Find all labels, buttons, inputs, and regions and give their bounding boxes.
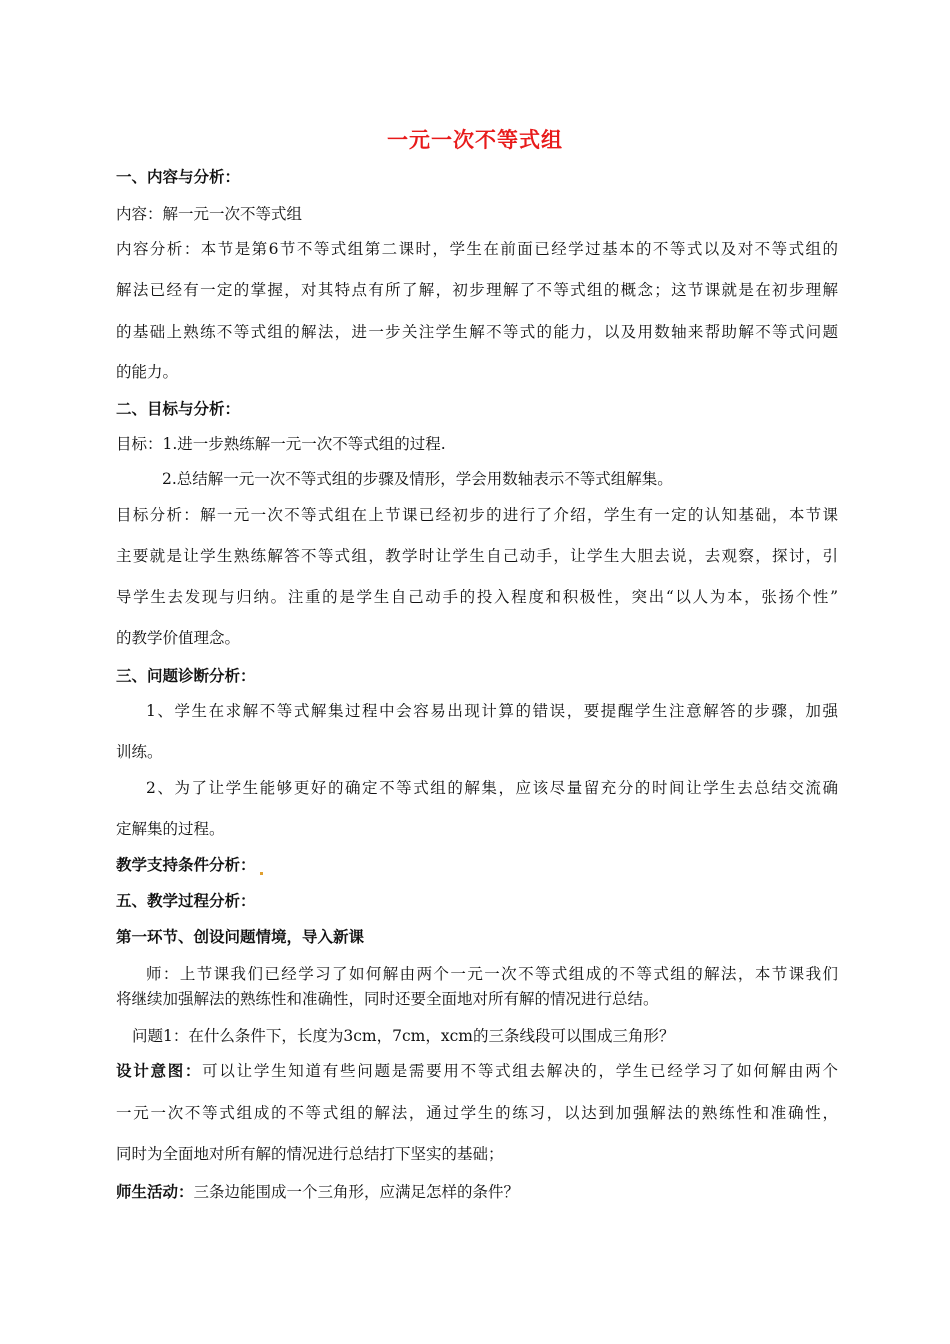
content-line: 内容：解一元一次不等式组: [116, 205, 303, 223]
diagnosis-1-line-2: 训练。: [116, 743, 163, 761]
question-1: 问题1：在什么条件下，长度为3cm，7cm，xcm的三条线段可以围成三角形？: [132, 1027, 675, 1045]
section-4-heading-text: 教学支持条件分析：: [116, 856, 256, 874]
goal-analysis-line-2: 主要就是让学生熟练解答不等式组，教学时让学生自己动手，让学生大胆去说，去观察，探讨，引: [116, 547, 838, 565]
goal-analysis-line-1: 目标分析：解一元一次不等式组在上节课已经初步的进行了介绍，学生有一定的认知基础，本节课: [116, 506, 838, 524]
design-line-1: [116, 1059, 838, 1081]
section-1-heading: 一、内容与分析：: [116, 168, 241, 186]
diagnosis-1-line-1: 1、学生在求解不等式解集过程中会容易出现计算的错误，要提醒学生注意解答的步骤，加强: [146, 702, 838, 720]
design-text-1: 可以让学生知道有些问题是需要用不等式组去解决的，学生已经学习了如何解由两个: [202, 1062, 838, 1080]
activity-text: 三条边能围成一个三角形，应满足怎样的条件？: [193, 1183, 520, 1201]
goal-analysis-line-3: 导学生去发现与归纳。注重的是学生自己动手的投入程度和积极性，突出“以人为本，张扬个性”: [116, 588, 838, 606]
step-1-heading: 第一环节、创设问题情境，导入新课: [116, 928, 365, 946]
section-2-heading: 二、目标与分析：: [116, 400, 241, 418]
analysis-line-1: 内容分析：本节是第6节不等式组第二课时，学生在前面已经学过基本的不等式以及对不等式组的: [116, 240, 838, 258]
document-title: 一元一次不等式组: [387, 128, 563, 152]
diagnosis-2-line-2: 定解集的过程。: [116, 820, 225, 838]
design-line-3: 同时为全面地对所有解的情况进行总结打下坚实的基础；: [116, 1145, 504, 1163]
teacher-line-2: 将继续加强解法的熟练性和准确性，同时还要全面地对所有解的情况进行总结。: [116, 990, 659, 1008]
diagnosis-2-line-1: 2、为了让学生能够更好的确定不等式组的解集，应该尽量留充分的时间让学生去总结交流确: [146, 779, 838, 797]
section-3-heading: 三、问题诊断分析：: [116, 667, 256, 685]
goal-analysis-line-4: 的教学价值理念。: [116, 629, 241, 647]
goal-line-1: 目标：1.进一步熟练解一元一次不等式组的过程.: [116, 435, 446, 453]
analysis-line-4: 的能力。: [116, 363, 179, 381]
activity-line: [116, 1180, 838, 1202]
annotation-mark: [260, 872, 263, 875]
section-5-heading: 五、教学过程分析：: [116, 892, 256, 910]
design-label: 设计意图：: [116, 1062, 203, 1080]
analysis-line-2: 解法已经有一定的掌握，对其特点有所了解，初步理解了不等式组的概念；这节课就是在初步理解: [116, 281, 838, 299]
analysis-line-3: 的基础上熟练不等式组的解法，进一步关注学生解不等式的能力，以及用数轴来帮助解不等式问题: [116, 323, 838, 341]
activity-label: 师生活动：: [116, 1183, 194, 1201]
design-line-2: 一元一次不等式组成的不等式组的解法，通过学生的练习，以达到加强解法的熟练性和准确性，: [116, 1104, 838, 1122]
goal-line-2: 2.总结解一元一次不等式组的步骤及情形，学会用数轴表示不等式组解集。: [162, 470, 673, 488]
teacher-line-1: 师：上节课我们已经学习了如何解由两个一元一次不等式组成的不等式组的解法，本节课我们: [146, 965, 838, 983]
section-4-heading: [116, 853, 838, 875]
